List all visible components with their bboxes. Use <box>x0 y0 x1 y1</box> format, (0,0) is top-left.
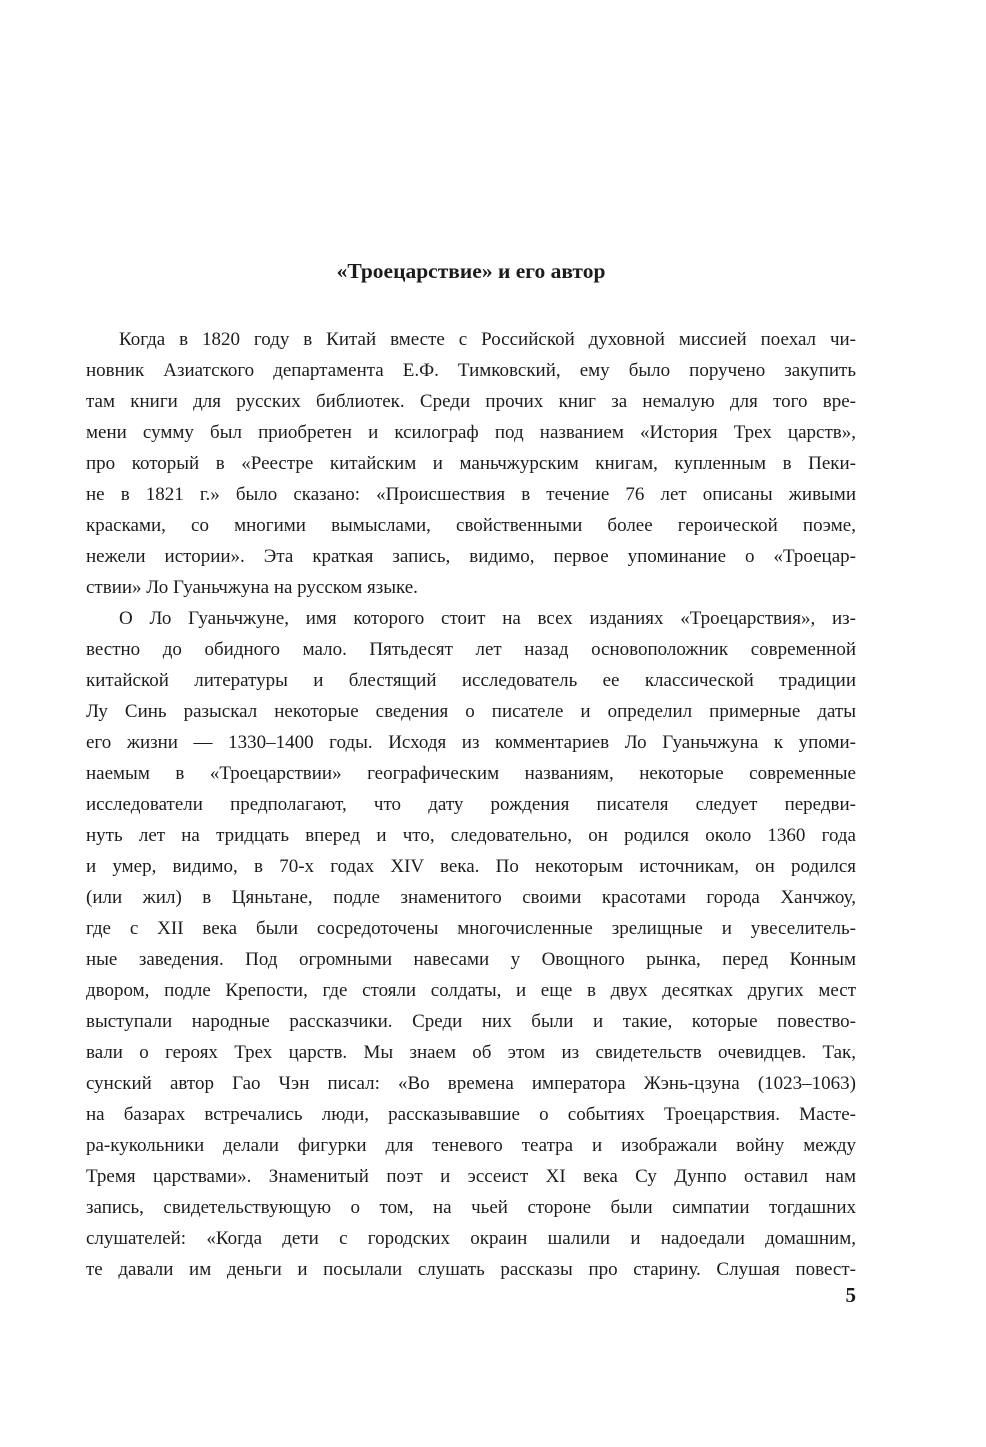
text-column <box>86 0 856 1285</box>
chapter-title: «Троецарствие» и его автор <box>336 259 606 283</box>
body-text <box>86 324 856 1285</box>
text-line: там книги для русских библиотек. Среди прочих книг за немалую для того вре- <box>86 391 856 412</box>
text-line: двором, подле Крепости, где стояли солдаты, и еще в двух десятках других мест <box>86 980 856 1001</box>
text-line: вестно до обидного мало. Пятьдесят лет назад основоположник современной <box>86 639 856 660</box>
page-number: 5 <box>845 1283 856 1307</box>
text-line: Тремя царствами». Знаменитый поэт и эссеист XI века Су Дунпо оставил нам <box>86 1166 856 1187</box>
text-line: ствии» Ло Гуаньчжуна на русском языке. <box>86 577 418 598</box>
text-line: где с XII века были сосредоточены многочисленные зрелищные и увеселитель- <box>86 918 856 939</box>
text-line: ные заведения. Под огромными навесами у Овощного рынка, перед Конным <box>86 949 856 970</box>
text-line: нежели истории». Эта краткая запись, видимо, первое упоминание о «Троецар- <box>86 546 856 567</box>
text-line: китайской литературы и блестящий исследователь ее классической традиции <box>86 670 856 691</box>
text-line: слушателей: «Когда дети с городских окраин шалили и надоедали домашним, <box>86 1228 856 1249</box>
text-line: нуть лет на тридцать вперед и что, следовательно, он родился около 1360 года <box>86 825 856 846</box>
text-line: ра-кукольники делали фигурки для теневого театра и изображали войну между <box>86 1135 856 1156</box>
text-line: не в 1821 г.» было сказано: «Происшествия в течение 76 лет описаны живыми <box>86 484 856 505</box>
text-line: красками, со многими вымыслами, свойственными более героической поэме, <box>86 515 856 536</box>
text-line: сунский автор Гао Чэн писал: «Во времена императора Жэнь-цзуна (1023–1063) <box>86 1073 856 1094</box>
text-line: его жизни — 1330–1400 годы. Исходя из комментариев Ло Гуаньчжуна к упоми- <box>86 732 856 753</box>
text-line: те давали им деньги и посылали слушать рассказы про старину. Слушая повест- <box>86 1259 856 1280</box>
text-line: мени сумму был приобретен и ксилограф под названием «История Трех царств», <box>86 422 856 443</box>
text-line: исследователи предполагают, что дату рождения писателя следует передви- <box>86 794 856 815</box>
text-line: вали о героях Трех царств. Мы знаем об этом из свидетельств очевидцев. Так, <box>86 1042 856 1063</box>
text-line: запись, свидетельствующую о том, на чьей стороне были симпатии тогдашних <box>86 1197 856 1218</box>
text-line: Лу Синь разыскал некоторые сведения о писателе и определил примерные даты <box>86 701 856 722</box>
text-line: Когда в 1820 году в Китай вместе с Российской духовной миссией поехал чи- <box>119 329 856 350</box>
text-line: выступали народные рассказчики. Среди них были и такие, которые повество- <box>86 1011 856 1032</box>
text-line: и умер, видимо, в 70-х годах XIV века. По некоторым источникам, он родился <box>86 856 856 877</box>
text-line: на базарах встречались люди, рассказывавшие о событиях Троецарствия. Масте- <box>86 1104 856 1125</box>
text-line: (или жил) в Цяньтане, подле знаменитого своими красотами города Ханчжоу, <box>86 887 856 908</box>
text-line: про который в «Реестре китайским и маньчжурским книгам, купленным в Пеки- <box>86 453 856 474</box>
text-line: новник Азиатского департамента Е.Ф. Тимковский, ему было поручено закупить <box>86 360 856 381</box>
text-line: О Ло Гуаньчжуне, имя которого стоит на всех изданиях «Троецарствия», из- <box>119 608 856 629</box>
text-line: наемым в «Троецарствии» географическим названиям, некоторые современные <box>86 763 856 784</box>
